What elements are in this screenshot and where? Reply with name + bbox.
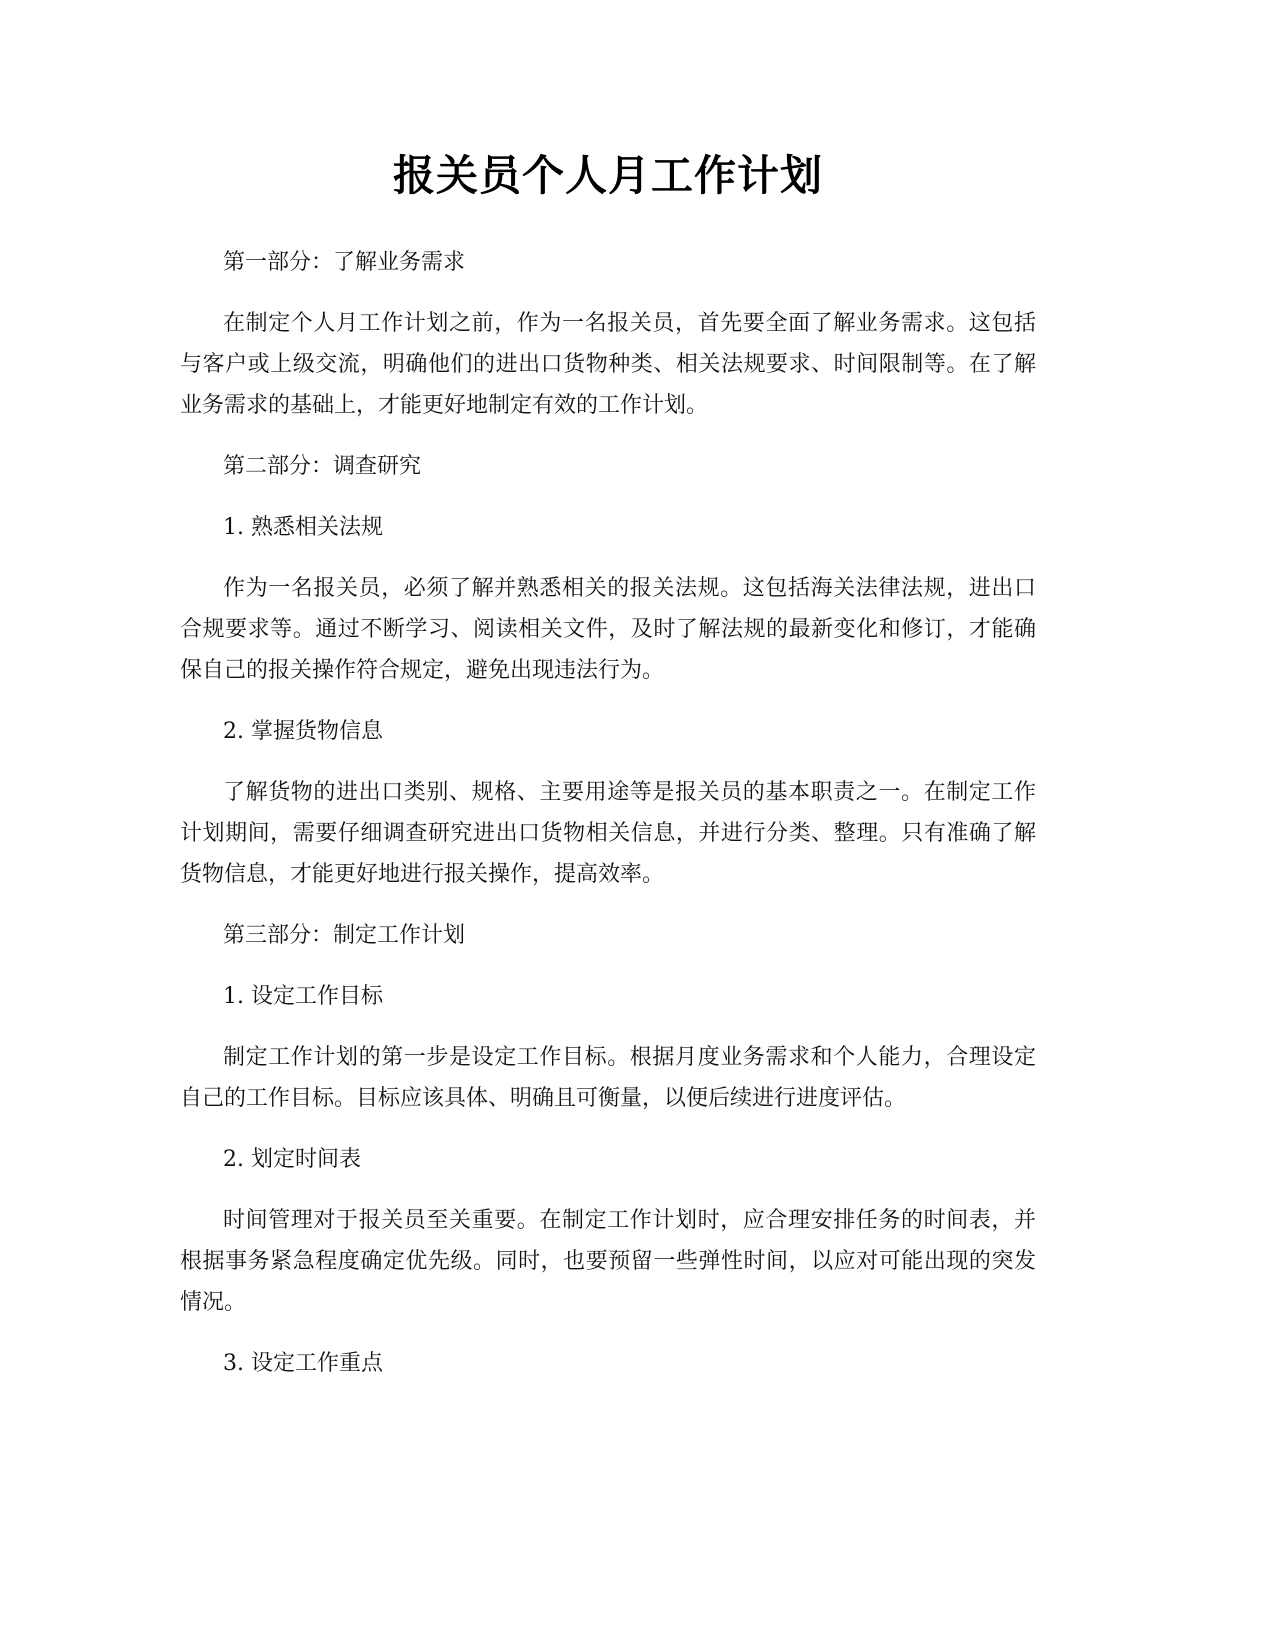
subheading: 2. 掌握货物信息 — [223, 719, 383, 744]
subheading: 1. 熟悉相关法规 — [223, 515, 383, 540]
body-paragraph: 了解货物的进出口类别、规格、主要用途等是报关员的基本职责之一。在制定工作计划期间，需要仔细调查研究进出口货物相关信息，并进行分类、整理。只有准确了解货物信息，才能更好地进行报关操作，提高效率。 — [180, 780, 1036, 887]
body-paragraph: 在制定个人月工作计划之前，作为一名报关员，首先要全面了解业务需求。这包括与客户或上级交流，明确他们的进出口货物种类、相关法规要求、时间限制等。在了解业务需求的基础上，才能更好地制定有效的工作计划。 — [180, 311, 1036, 418]
document-title: 报关员个人月工作计划 — [392, 151, 823, 200]
body-paragraph: 制定工作计划的第一步是设定工作目标。根据月度业务需求和个人能力，合理设定自己的工作目标。目标应该具体、明确且可衡量，以便后续进行进度评估。 — [180, 1045, 1036, 1111]
subheading: 1. 设定工作目标 — [223, 984, 383, 1009]
document-page — [180, 0, 1036, 1404]
subheading: 2. 划定时间表 — [223, 1147, 361, 1172]
document-body — [180, 242, 1036, 1384]
section-heading-2: 第二部分：调查研究 — [223, 454, 422, 479]
body-paragraph: 时间管理对于报关员至关重要。在制定工作计划时，应合理安排任务的时间表，并根据事务紧急程度确定优先级。同时，也要预留一些弹性时间，以应对可能出现的突发情况。 — [180, 1208, 1036, 1315]
body-paragraph: 作为一名报关员，必须了解并熟悉相关的报关法规。这包括海关法律法规，进出口合规要求等。通过不断学习、阅读相关文件，及时了解法规的最新变化和修订，才能确保自己的报关操作符合规定，避免出现违法行为。 — [180, 576, 1036, 683]
subheading: 3. 设定工作重点 — [223, 1351, 383, 1376]
section-heading-1: 第一部分：了解业务需求 — [223, 250, 466, 275]
section-heading-3: 第三部分：制定工作计划 — [223, 923, 466, 948]
